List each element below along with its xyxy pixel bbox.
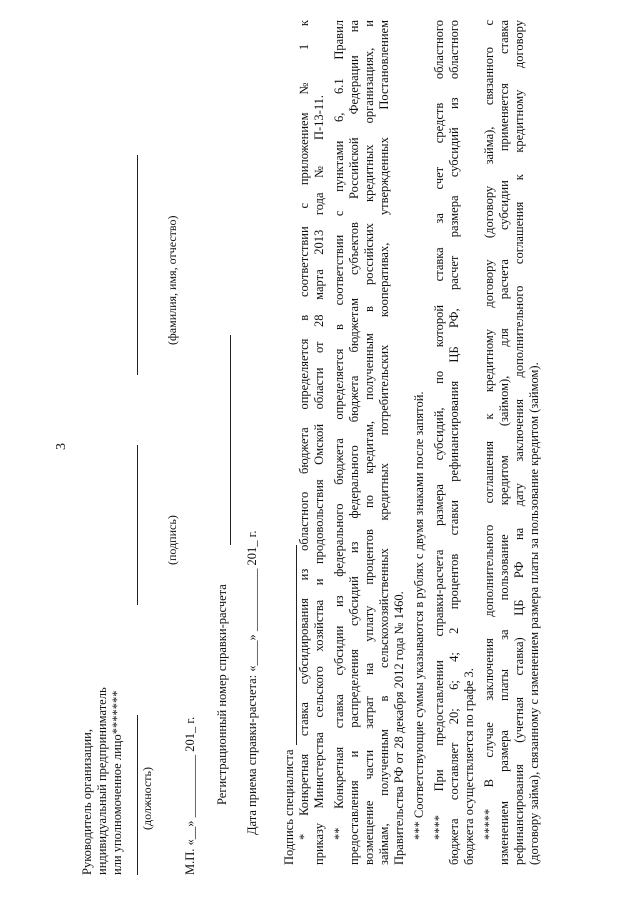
footnote-line: бюджета осуществляется по графе 3.	[462, 668, 476, 865]
signer-title-line-1: Руководитель организации,	[80, 729, 94, 875]
footnote-line: * Конкретная ставка субсидирования из областного бюджета определяется в соответствии с приложением № 1 к	[297, 20, 311, 840]
signer-title-line-3: или уполномоченное лицо*******	[110, 690, 124, 875]
stamp-date: М.П. «__» __________ 201_ г.	[183, 716, 197, 875]
footnote-line: займам, полученным в сельскохозяйственных кредитных потребительских кооперативах, утвержденных Постановлением	[377, 20, 391, 865]
footnote-line: предоставления и распределения субсидий из федерального бюджета бюджетам субъектов Российской Федерации на	[347, 20, 361, 865]
signature-line	[137, 445, 138, 605]
footnote-line: **** При предоставлении справки-расчета размера субсидий, по которой ставка за счет средств областного	[432, 20, 446, 840]
specialist-signature-label: Подпись специалиста	[282, 749, 296, 865]
footnote-line: ***** В случае заключения дополнительного соглашения к кредитному договору (договору займа), связанного с	[482, 20, 496, 840]
signer-title-line-2: индивидуальный предприниматель	[95, 687, 109, 875]
footnote-line: бюджета составляет 20; 6; 4; 2 процентов ставки рефинансирования ЦБ РФ, расчет размера субсидий из областного	[447, 20, 461, 865]
footnote-line: рефинансирования (учетная ставка) ЦБ РФ на дату заключения дополнительного соглашения к кредитному договору	[512, 20, 526, 865]
registration-number-line	[230, 335, 231, 545]
page-number: 3	[54, 443, 69, 450]
footnote-line: *** Соответствующие суммы указываются в рублях с двумя знаками после запятой.	[412, 391, 426, 840]
footnote-line: приказу Министерства сельского хозяйства и продовольствия Омской области от 28 марта 2013 года № П-13-11.	[312, 95, 326, 865]
acceptance-date-label: Дата приема справки-расчета: «____» __________ 201_ г.	[245, 530, 259, 835]
name-caption: (фамилия, имя, отчество)	[165, 215, 179, 345]
position-line	[137, 715, 138, 875]
position-caption: (должность)	[140, 767, 154, 830]
footnote-line: возмещение части затрат на уплату процентов по кредитам, полученным в российских кредитных организациях, и	[362, 20, 376, 865]
registration-number-label: Регистрационный номер справки-расчета	[215, 584, 229, 805]
name-line	[137, 155, 138, 375]
signature-caption: (подпись)	[165, 515, 179, 565]
footnote-line: изменением размера платы за пользование кредитом (займом), для расчета субсидии применяется ставка	[497, 20, 511, 865]
footnote-line: (договору займа), связанному с изменением размера платы за пользование кредитом (займом).	[527, 362, 541, 865]
footnote-line: Правительства РФ от 28 декабря 2012 года № 1460.	[392, 591, 406, 865]
footnote-line: ** Конкретная ставка субсидии из федерального бюджета определяется в соответствии с пунктами 6, 6.1 Правил	[332, 20, 346, 840]
